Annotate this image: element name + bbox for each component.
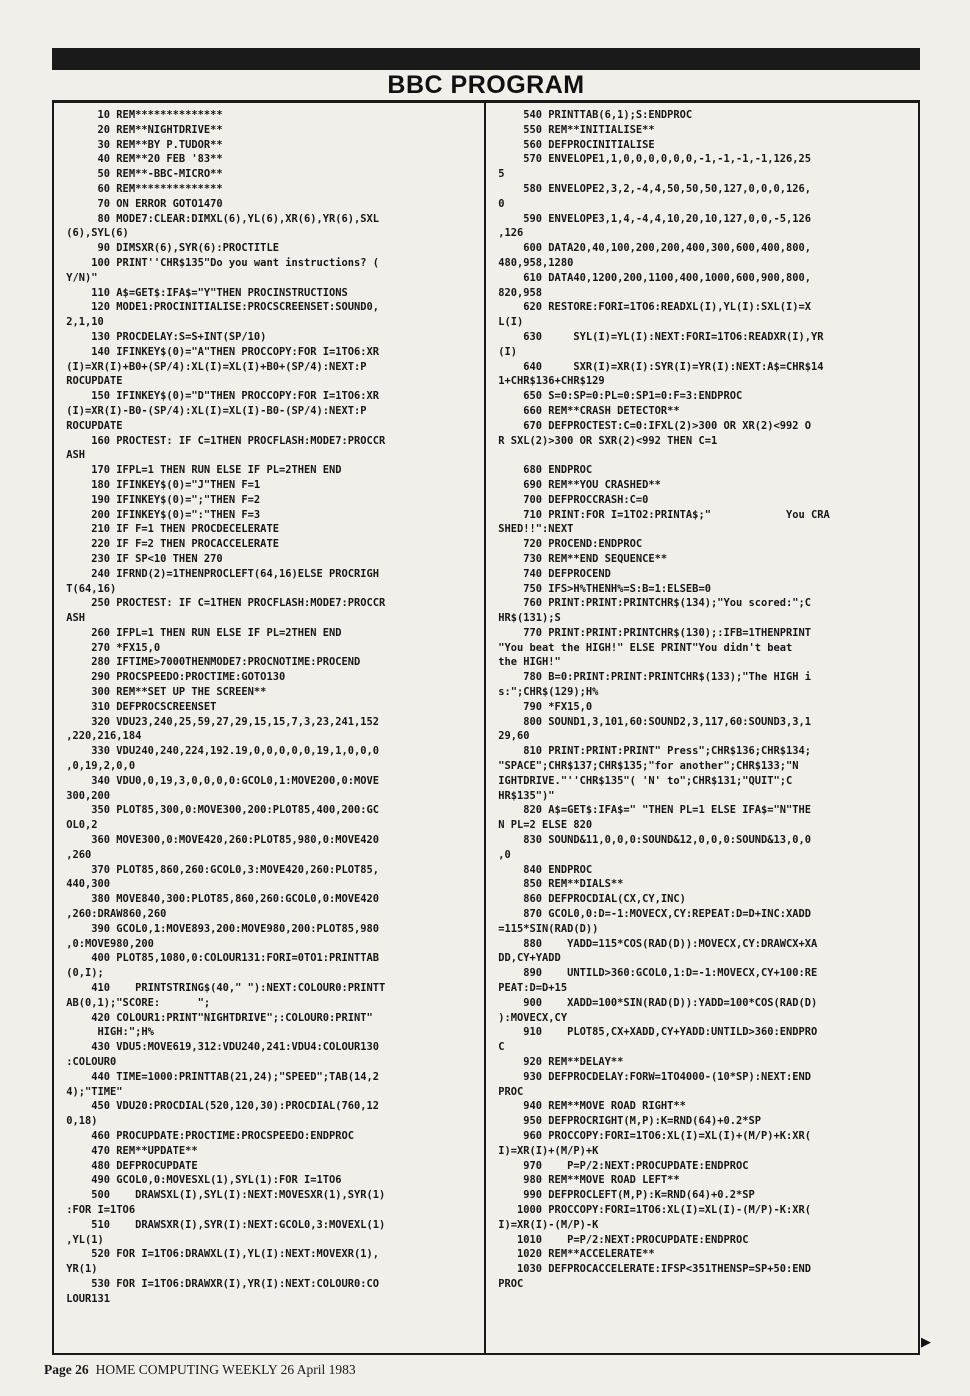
code-line: 280 IFTIME>7000THENMODE7:PROCNOTIME:PROCEND [60,656,361,669]
code-line: 100 PRINT''CHR$135"Do you want instructions? ( [60,256,380,269]
listing-right-column [492,108,916,1292]
code-line: N PL=2 ELSE 820 [492,819,593,832]
code-line: 2,1,10 [60,316,104,329]
column-divider [484,103,486,1353]
code-line: ,0 [492,848,511,861]
code-line: R SXL(2)>300 OR SXR(2)<992 THEN C=1 [492,434,718,447]
code-line: (I)=XR(I)+B0+(SP/4):XL(I)=XL(I)+B0+(SP/4):NEXT:P [60,360,367,373]
code-line: 190 IFINKEY$(0)=";"THEN F=2 [60,493,261,506]
code-line: 460 PROCUPDATE:PROCTIME:PROCSPEEDO:ENDPROC [60,1129,355,1142]
code-line: 850 REM**DIALS** [492,878,624,891]
code-line: 200 IFINKEY$(0)=":"THEN F=3 [60,508,261,521]
code-line: 110 A$=GET$:IFA$="Y"THEN PROCINSTRUCTIONS [60,286,348,299]
code-line: ,220,216,184 [60,730,142,743]
code-line: 130 PROCDELAY:S=S+INT(SP/10) [60,330,267,343]
page-number: Page 26 [44,1362,89,1377]
code-line: YR(1) [60,1263,98,1276]
code-line: 180 IFINKEY$(0)="J"THEN F=1 [60,478,261,491]
code-line: 590 ENVELOPE3,1,4,-4,4,10,20,10,127,0,0,-5,126 [492,212,812,225]
code-line: 780 B=0:PRINT:PRINT:PRINTCHR$(133);"The HIGH i [492,671,812,684]
code-line: 640 SXR(I)=XR(I):SYR(I)=YR(I):NEXT:A$=CHR$14 [492,360,824,373]
code-line: 1+CHR$136+CHR$129 [492,375,605,388]
code-line: 150 IFINKEY$(0)="D"THEN PROCCOPY:FOR I=1TO6:XR [60,390,380,403]
code-line: s:";CHR$(129);H% [492,686,599,699]
code-line: 0,18) [60,1115,98,1128]
code-line: 480,958,1280 [492,256,574,269]
code-line: ASH [60,449,86,462]
code-line: 970 P=P/2:NEXT:PROCUPDATE:ENDPROC [492,1159,749,1172]
code-line: 730 REM**END SEQUENCE** [492,552,668,565]
code-line: 20 REM**NIGHTDRIVE** [60,123,223,136]
code-line: =115*SIN(RAD(D)) [492,922,599,935]
code-line: 940 REM**MOVE ROAD RIGHT** [492,1100,686,1113]
code-line: 4);"TIME" [60,1085,123,1098]
code-line: 990 DEFPROCLEFT(M,P):K=RND(64)+0.2*SP [492,1189,755,1202]
code-line: HR$135")" [492,789,555,802]
top-black-band [52,48,920,70]
page-footer [44,1362,356,1378]
code-line: 1020 REM**ACCELERATE** [492,1248,655,1261]
code-line: 760 PRINT:PRINT:PRINTCHR$(134);"You scored:";C [492,597,812,610]
code-line: 80 MODE7:CLEAR:DIMXL(6),YL(6),XR(6),YR(6),SXL [60,212,380,225]
code-line: 490 GCOL0,0:MOVESXL(1),SYL(1):FOR I=1TO6 [60,1174,342,1187]
code-line: 430 VDU5:MOVE619,312:VDU240,241:VDU4:COLOUR130 [60,1041,380,1054]
code-line: 930 DEFPROCDELAY:FORW=1TO4000-(10*SP):NEXT:END [492,1070,812,1083]
code-line: 390 GCOL0,1:MOVE893,200:MOVE980,200:PLOT85,980 [60,922,380,935]
code-line: 40 REM**20 FEB '83** [60,153,223,166]
code-line: 440 TIME=1000:PRINTTAB(21,24);"SPEED";TAB(14,2 [60,1070,380,1083]
code-line: 250 PROCTEST: IF C=1THEN PROCFLASH:MODE7:PROCCR [60,597,386,610]
code-line: the HIGH!" [492,656,561,669]
code-line: 30 REM**BY P.TUDOR** [60,138,223,151]
code-line: 810 PRINT:PRINT:PRINT" Press";CHR$136;CHR$134; [492,745,812,758]
code-line: (6),SYL(6) [60,227,129,240]
code-line: 1030 DEFPROCACCELERATE:IFSP<351THENSP=SP+50:END [492,1263,812,1276]
code-line: 310 DEFPROCSCREENSET [60,700,217,713]
code-line: 350 PLOT85,300,0:MOVE300,200:PLOT85,400,200:GC [60,804,380,817]
page-title: BBC PROGRAM [387,71,585,99]
code-line: 900 XADD=100*SIN(RAD(D)):YADD=100*COS(RAD(D) [492,996,818,1009]
code-line: HR$(131);S [492,612,561,625]
code-line: 670 DEFPROCTEST:C=0:IFXL(2)>300 OR XR(2)<992 O [492,419,812,432]
code-line: Y/N)" [60,271,98,284]
code-line: 300,200 [60,789,111,802]
code-line: 10 REM************** [60,109,223,121]
code-line: 910 PLOT85,CX+XADD,CY+YADD:UNTILD>360:ENDPRO [492,1026,818,1039]
code-line: 550 REM**INITIALISE** [492,123,655,136]
code-line: ASH [60,612,86,625]
code-line: 360 MOVE300,0:MOVE420,260:PLOT85,980,0:MOVE420 [60,834,380,847]
code-line: 720 PROCEND:ENDPROC [492,538,643,551]
code-line: ,0,19,2,0,0 [60,760,136,773]
code-line: HIGH:";H% [60,1026,154,1039]
code-line: PROC [492,1277,524,1290]
code-line: 510 DRAWSXR(I),SYR(I):NEXT:GCOL0,3:MOVEXL(1) [60,1218,386,1231]
code-line: T(64,16) [60,582,117,595]
code-line: 870 GCOL0,0:D=-1:MOVECX,CY:REPEAT:D=D+INC:XADD [492,908,812,921]
code-line: 980 REM**MOVE ROAD LEFT** [492,1174,680,1187]
code-line: 270 *FX15,0 [60,641,161,654]
code-line: I)=XR(I)-(M/P)-K [492,1218,599,1231]
code-line: 740 DEFPROCEND [492,567,611,580]
code-line: 950 DEFPROCRIGHT(M,P):K=RND(64)+0.2*SP [492,1115,761,1128]
code-line: (I) [492,345,518,358]
code-line: 320 VDU23,240,25,59,27,29,15,15,7,3,23,241,152 [60,715,380,728]
code-line: LOUR131 [60,1292,111,1305]
code-line: 70 ON ERROR GOTO1470 [60,197,223,210]
code-line: 680 ENDPROC [492,464,593,477]
publication-line: HOME COMPUTING WEEKLY 26 April 1983 [95,1362,356,1377]
code-line: "SPACE";CHR$137;CHR$135;"for another";CHR$133;"N [492,760,799,773]
code-line: 240 IFRND(2)=1THENPROCLEFT(64,16)ELSE PROCRIGH [60,567,380,580]
code-line: 290 PROCSPEEDO:PROCTIME:GOTO130 [60,671,286,684]
code-line [492,448,916,463]
code-line: 620 RESTORE:FORI=1TO6:READXL(I),YL(I):SXL(I)=X [492,301,812,314]
code-line: 5 [492,168,505,181]
code-line: 700 DEFPROCCRASH:C=0 [492,493,649,506]
code-line: 120 MODE1:PROCINITIALISE:PROCSCREENSET:SOUND0, [60,301,380,314]
code-line: ,YL(1) [60,1233,104,1246]
code-line: 140 IFINKEY$(0)="A"THEN PROCCOPY:FOR I=1TO6:XR [60,345,380,358]
code-line: 220 IF F=2 THEN PROCACCELERATE [60,538,279,551]
code-line: 210 IF F=1 THEN PROCDECELERATE [60,523,279,536]
code-line: 880 YADD=115*COS(RAD(D)):MOVECX,CY:DRAWCX+XA [492,937,818,950]
code-line: 260 IFPL=1 THEN RUN ELSE IF PL=2THEN END [60,626,342,639]
code-line: 570 ENVELOPE1,1,0,0,0,0,0,0,-1,-1,-1,-1,126,25 [492,153,812,166]
code-line: 580 ENVELOPE2,3,2,-4,4,50,50,50,127,0,0,0,126, [492,182,812,195]
code-line: 50 REM**-BBC-MICRO** [60,168,223,181]
code-line: 400 PLOT85,1080,0:COLOUR131:FORI=0TO1:PRINTTAB [60,952,380,965]
code-line: ,126 [492,227,524,240]
code-line: AB(0,1);"SCORE: "; [60,996,211,1009]
code-line: 820,958 [492,286,543,299]
code-line: 370 PLOT85,860,260:GCOL0,3:MOVE420,260:PLOT85, [60,863,380,876]
code-line: 770 PRINT:PRINT:PRINTCHR$(130);:IFB=1THENPRINT [492,626,812,639]
code-line: 560 DEFPROCINITIALISE [492,138,655,151]
code-line: 90 DIMSXR(6),SYR(6):PROCTITLE [60,242,279,255]
code-line: OL0,2 [60,819,98,832]
code-line: 800 SOUND1,3,101,60:SOUND2,3,117,60:SOUND3,3,1 [492,715,812,728]
code-line: 380 MOVE840,300:PLOT85,860,260:GCOL0,0:MOVE420 [60,893,380,906]
code-line: 840 ENDPROC [492,863,593,876]
code-line: ,260:DRAW860,260 [60,908,167,921]
code-line: ,260 [60,848,92,861]
code-line: 440,300 [60,878,111,891]
code-line: 420 COLOUR1:PRINT"NIGHTDRIVE";:COLOUR0:PRINT" [60,1011,373,1024]
code-line: 630 SYL(I)=YL(I):NEXT:FORI=1TO6:READXR(I),YR [492,330,824,343]
code-line: 610 DATA40,1200,200,1100,400,1000,600,900,800, [492,271,812,284]
code-line: (I)=XR(I)-B0-(SP/4):XL(I)=XL(I)-B0-(SP/4):NEXT:P [60,404,367,417]
code-line: 860 DEFPROCDIAL(CX,CY,INC) [492,893,686,906]
code-line: 830 SOUND&11,0,0,0:SOUND&12,0,0,0:SOUND&13,0,0 [492,834,812,847]
code-line: PROC [492,1085,524,1098]
code-line: ROCUPDATE [60,375,123,388]
code-line: PEAT:D=D+15 [492,982,568,995]
code-line: ROCUPDATE [60,419,123,432]
code-line: 470 REM**UPDATE** [60,1144,198,1157]
code-line: 520 FOR I=1TO6:DRAWXL(I),YL(I):NEXT:MOVEXR(1), [60,1248,380,1261]
code-line: 0 [492,197,505,210]
code-line: IGHTDRIVE."''CHR$135"( 'N' to";CHR$131;"QUIT";C [492,774,793,787]
code-line: L(I) [492,316,524,329]
code-line: 650 S=0:SP=0:PL=0:SP1=0:F=3:ENDPROC [492,390,743,403]
code-line: 690 REM**YOU CRASHED** [492,478,661,491]
code-line: I)=XR(I)+(M/P)+K [492,1144,599,1157]
code-line: :FOR I=1TO6 [60,1203,136,1216]
code-line: SHED!!":NEXT [492,523,574,536]
code-line: 480 DEFPROCUPDATE [60,1159,198,1172]
code-line: C [492,1041,505,1054]
code-line: (0,I); [60,967,104,980]
code-line: 540 PRINTTAB(6,1);S:ENDPROC [492,109,693,121]
code-line: 29,60 [492,730,530,743]
listing-left-column [60,108,478,1307]
code-line: 920 REM**DELAY** [492,1056,624,1068]
code-line: 820 A$=GET$:IFA$=" "THEN PL=1 ELSE IFA$="N"THE [492,804,812,817]
code-line: 790 *FX15,0 [492,700,593,713]
code-line: 1000 PROCCOPY:FORI=1TO6:XL(I)=XL(I)-(M/P)-K:XR( [492,1203,812,1216]
code-line: 160 PROCTEST: IF C=1THEN PROCFLASH:MODE7:PROCCR [60,434,386,447]
code-line: 340 VDU0,0,19,3,0,0,0,0:GCOL0,1:MOVE200,0:MOVE [60,774,380,787]
code-line: :COLOUR0 [60,1056,117,1068]
code-line: 450 VDU20:PROCDIAL(520,120,30):PROCDIAL(760,12 [60,1100,380,1113]
code-line: 530 FOR I=1TO6:DRAWXR(I),YR(I):NEXT:COLOUR0:CO [60,1277,380,1290]
code-line: 600 DATA20,40,100,200,200,400,300,600,400,800, [492,242,812,255]
code-line: ):MOVECX,CY [492,1011,568,1024]
code-line: 660 REM**CRASH DETECTOR** [492,404,680,417]
code-line: 710 PRINT:FOR I=1TO2:PRINTA$;" You CRA [492,508,830,521]
code-line: 960 PROCCOPY:FORI=1TO6:XL(I)=XL(I)+(M/P)+K:XR( [492,1129,812,1142]
code-line: 1010 P=P/2:NEXT:PROCUPDATE:ENDPROC [492,1233,749,1246]
code-line: ,0:MOVE980,200 [60,937,154,950]
code-line: 330 VDU240,240,224,192.19,0,0,0,0,0,19,1,0,0,0 [60,745,380,758]
code-line: 500 DRAWSXL(I),SYL(I):NEXT:MOVESXR(1),SYR(1) [60,1189,386,1202]
code-line: "You beat the HIGH!" ELSE PRINT"You didn't beat [492,641,793,654]
code-line: 300 REM**SET UP THE SCREEN** [60,686,267,699]
code-line: DD,CY+YADD [492,952,561,965]
code-line: 890 UNTILD>360:GCOL0,1:D=-1:MOVECX,CY+100:RE [492,967,818,980]
code-line: 410 PRINTSTRING$(40," "):NEXT:COLOUR0:PRINTT [60,982,386,995]
code-line: 60 REM************** [60,182,223,195]
code-line: 230 IF SP<10 THEN 270 [60,552,223,565]
code-line: 750 IFS>H%THENH%=S:B=1:ELSEB=0 [492,582,711,595]
continue-arrow-icon: ▶ [921,1335,931,1350]
code-line: 170 IFPL=1 THEN RUN ELSE IF PL=2THEN END [60,464,342,477]
